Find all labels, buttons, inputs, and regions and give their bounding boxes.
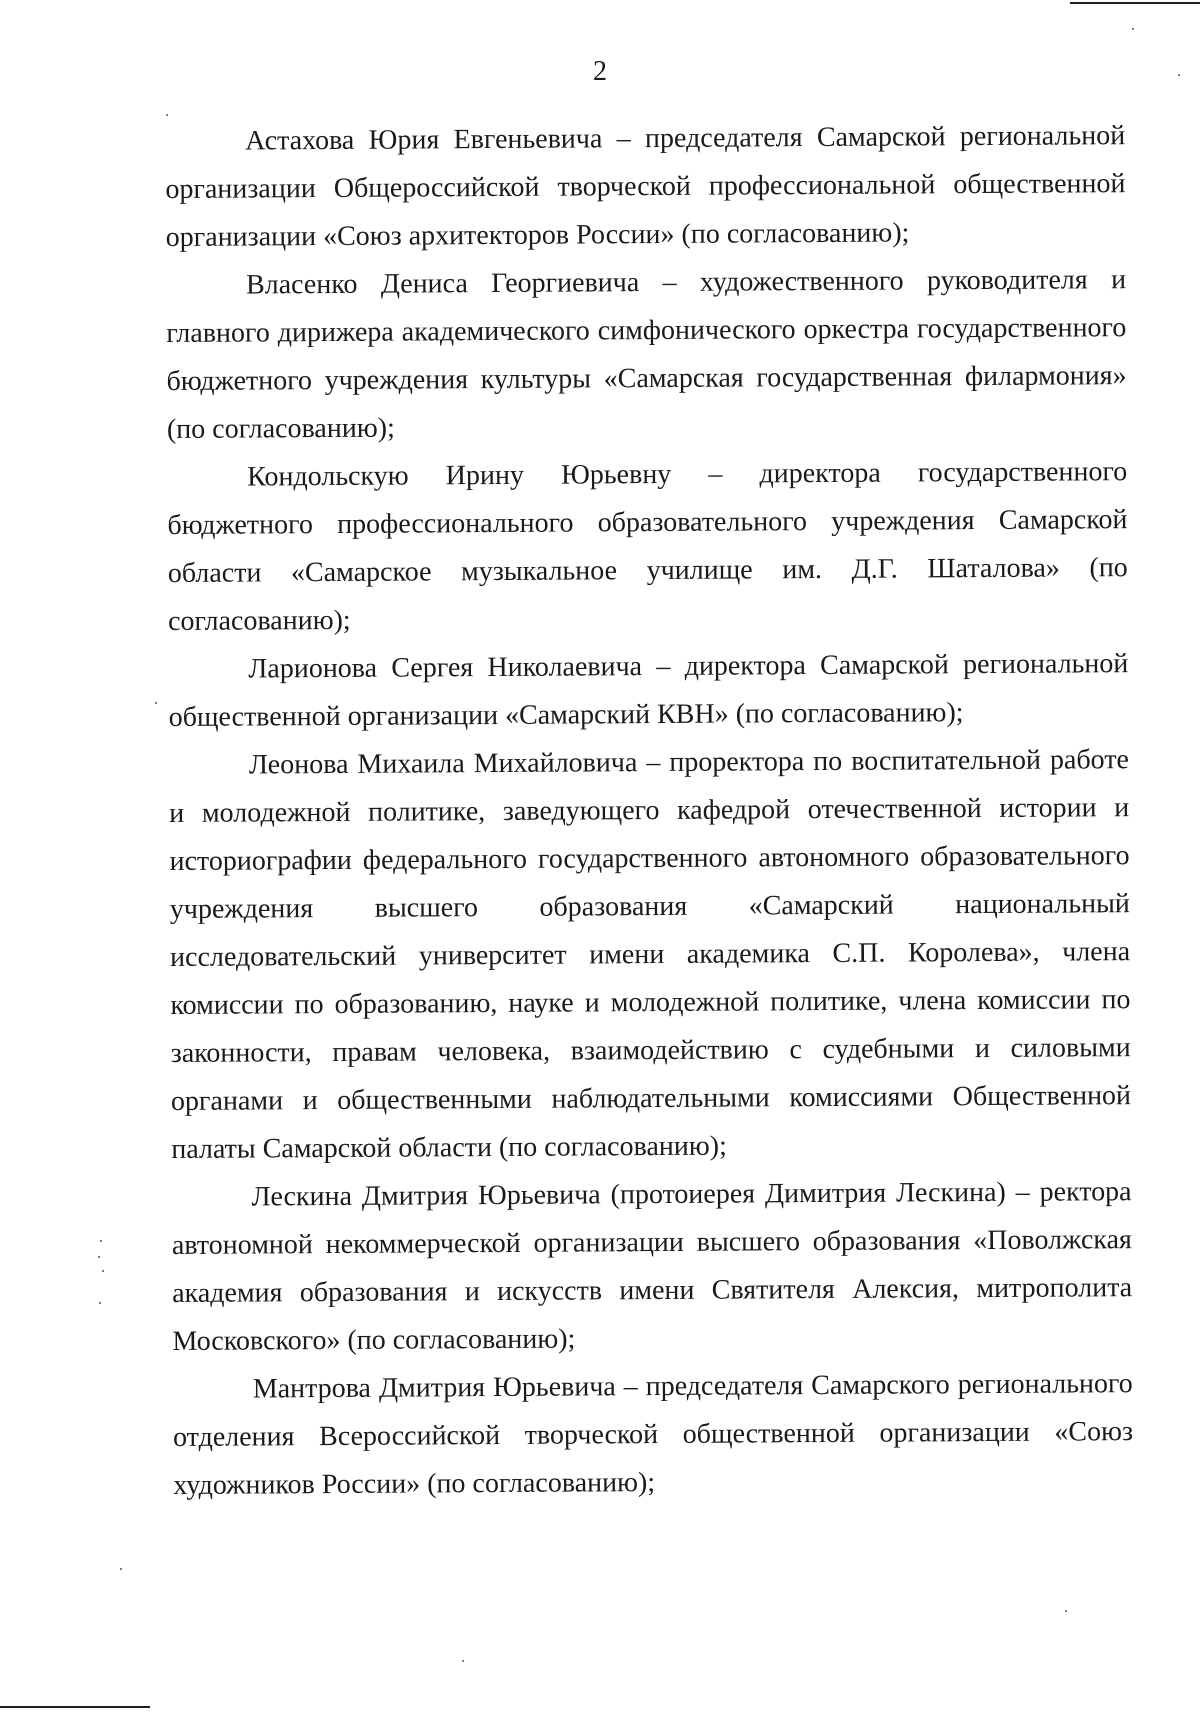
scan-speck — [1132, 28, 1134, 30]
member-entry-leskin: Лескина Дмитрия Юрьевича (протоиерея Димитрия Лескина) – ректора автономной некоммерческой организации высшего образования «Поволжская академия образования и искусств имени Святителя Алексия, митрополита Московского» (по согласованию); — [171, 1176, 1133, 1357]
scan-speck — [1065, 1610, 1067, 1612]
page-number: 2 — [593, 56, 607, 87]
scan-speck — [102, 1270, 104, 1272]
scan-edge-line — [0, 1706, 150, 1708]
scan-speck — [166, 114, 168, 116]
scan-speck — [155, 702, 157, 704]
scan-speck — [120, 1568, 122, 1570]
scan-speck — [100, 1240, 102, 1242]
member-entry-larionov: Ларионова Сергея Николаевича – директора Самарской региональной общественной организации «Самарский КВН» (по согласованию); — [168, 648, 1129, 733]
member-entry-kondolskaya: Кондольскую Ирину Юрьевну – директора государственного бюджетного профессионального образовательного учреждения Самарской области «Самарское музыкальное училище им. Д.Г. Шаталова» (по согласованию); — [167, 456, 1128, 637]
scan-speck — [1178, 74, 1180, 76]
scan-speck — [462, 1660, 464, 1662]
member-entry-mantrov: Мантрова Дмитрия Юрьевича – председателя Самарского регионального отделения Всероссийской творческой общественной организации «Союз художников России» (по согласованию); — [172, 1368, 1134, 1501]
member-entry-vlasenko: Власенко Дениса Георгиевича – художественного руководителя и главного дирижера академического симфонического оркестра государственного бюджетного учреждения культуры «Самарская государственная филармония» (по согласованию); — [166, 264, 1127, 445]
scan-speck — [98, 1256, 100, 1258]
scan-edge-line — [1070, 2, 1200, 4]
member-list — [165, 112, 1133, 1510]
member-entry-leonov: Леонова Михаила Михайловича – проректора по воспитательной работе и молодежной политике, заведующего кафедрой отечественной истории и историографии федерального государственного автономного образовательного учреждения высшего образования «Самарский национальный исследовательский университет имени академика С.П. Королева», члена комиссии по образованию, науке и молодежной политике, члена комиссии по законности, правам человека, взаимодействию с судебными и силовыми органами и общественными наблюдательными комиссиями Общественной палаты Самарской области (по согласованию); — [169, 744, 1132, 1165]
scan-speck — [99, 1302, 101, 1304]
member-entry-astakhov: Астахова Юрия Евгеньевича – председателя Самарской региональной организации Общероссийской творческой профессиональной общественной организации «Союз архитекторов России» (по согласованию); — [165, 120, 1126, 253]
